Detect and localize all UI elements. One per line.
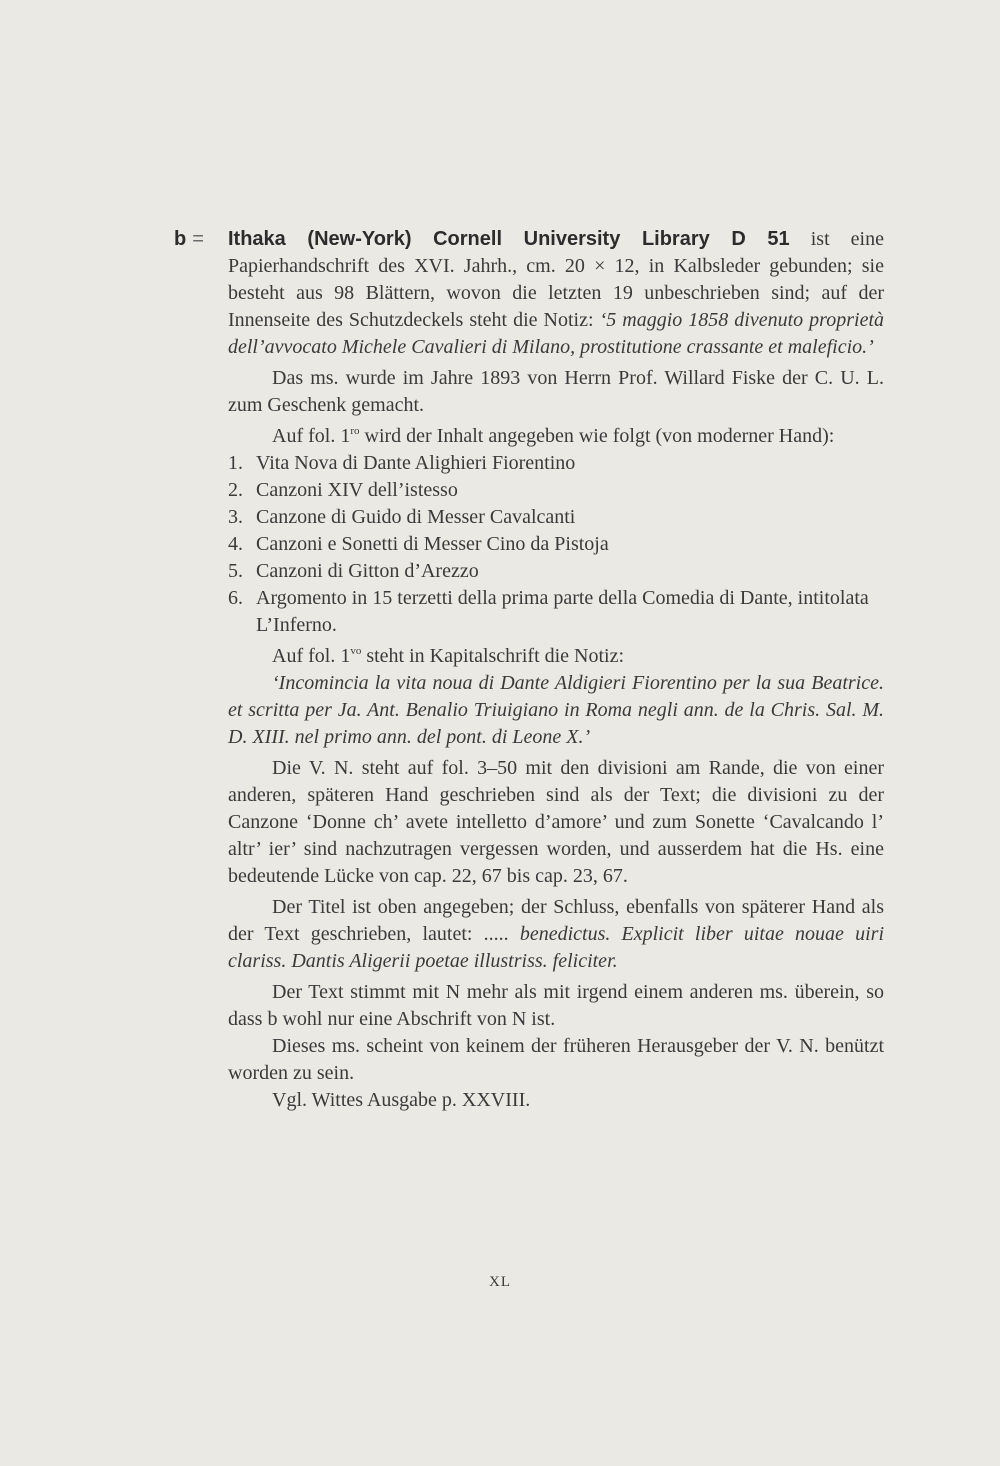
contents-item-number: 4. [228,533,243,555]
contents-item-text: Argomento in 15 terzetti della prima parte della Comedia di Dante, intitolata L’Inferno. [256,587,869,636]
contents-item-text: Vita Nova di Dante Alighieri Fiorentino [256,452,576,474]
page-number: XL [489,1274,511,1290]
contents-item [228,585,884,639]
paragraph-text-relation: Der Text stimmt mit N mehr als mit irgend einem anderen ms. überein, so dass b wohl nur eine Abschrift von N ist. [228,981,884,1030]
paragraph-vita-nova: Die V. N. steht auf fol. 3–50 mit den divisioni am Rande, die von einer anderen, späteren Hand geschrieben sind als der Text; die divisioni zu der Canzone ‘Donne ch’ avete intelletto d’amore’ und zum Sonette ‘Cavalcando l’ altr’ ier’ sind nachzutragen vergessen worden, und ausserdem hat die Hs. eine bedeutende Lücke von cap. 22, 67 bis cap. 23, 67. [228,757,884,887]
contents-item [228,558,884,585]
paragraph-editors: Dieses ms. scheint von keinem der früheren Herausgeber der V. N. benützt worden zu sein. [228,1035,884,1084]
contents-item [228,477,884,504]
contents-item-number: 2. [228,479,243,501]
contents-list [228,450,884,639]
body-text [174,226,885,1114]
ownership-note: ‘5 maggio 1858 divenuto proprietà dell’avvocato Michele Cavalieri di Milano, prostitutione crassante et maleficio.’ [228,309,885,358]
contents-item-number: 5. [228,560,243,582]
contents-item [228,450,884,477]
contents-item-text: Canzoni XIV dell’istesso [256,479,458,501]
siglum: b = [174,228,204,250]
library-shelfmark: Ithaka (New-York) Cornell University Library D 51 [228,228,790,250]
notice-quote: ‘Incomincia la vita noua di Dante Aldigieri Fiorentino per la sua Beatrice. et scritta per Ja. Ant. Benalio Triuigiano in Roma negli ann. de la Chris. Sal. M. D. XIII. nel primo ann. del pont. di Leone X.’ [228,672,884,748]
paragraph-title: Der Titel ist oben angegeben; der Schluss, ebenfalls von späterer Hand als der Text geschrieben, lautet: ..... benedictus. Explicit liber uitae nouae uiri clariss. Dantis Aligerii poetae illustriss. feliciter. [228,896,884,972]
contents-intro: Auf fol. $1^{ro}$ wird der Inhalt angegeben wie folgt (von moderner Hand): [272,425,835,447]
contents-item-number: 6. [228,587,243,609]
manuscript-entry [174,226,885,361]
contents-item-text: Canzone di Guido di Messer Cavalcanti [256,506,576,528]
contents-item-text: Canzoni di Gitton d’Arezzo [256,560,479,582]
notice-intro: Auf fol. $1^{vo}$ steht in Kapitalschrift die Notiz: [272,645,625,667]
contents-item [228,504,884,531]
paragraph-reference: Vgl. Wittes Ausgabe p. XXVIII. [272,1089,531,1111]
contents-item-number: 3. [228,506,243,528]
paragraph-gift: Das ms. wurde im Jahre 1893 von Herrn Prof. Willard Fiske der C. U. L. zum Geschenk gemacht. [228,367,884,416]
contents-item-text: Canzoni e Sonetti di Messer Cino da Pistoja [256,533,609,555]
contents-item [228,531,884,558]
entry-description: ist eine Papierhandschrift des XVI. Jahrh., cm. 20 × 12, in Kalbsleder gebunden; sie besteht aus 98 Blättern, wovon die letzten 19 unbeschrieben sind; auf der Innenseite des Schutzdeckels steht die Notiz: [228,228,884,331]
contents-item-number: 1. [228,452,243,474]
